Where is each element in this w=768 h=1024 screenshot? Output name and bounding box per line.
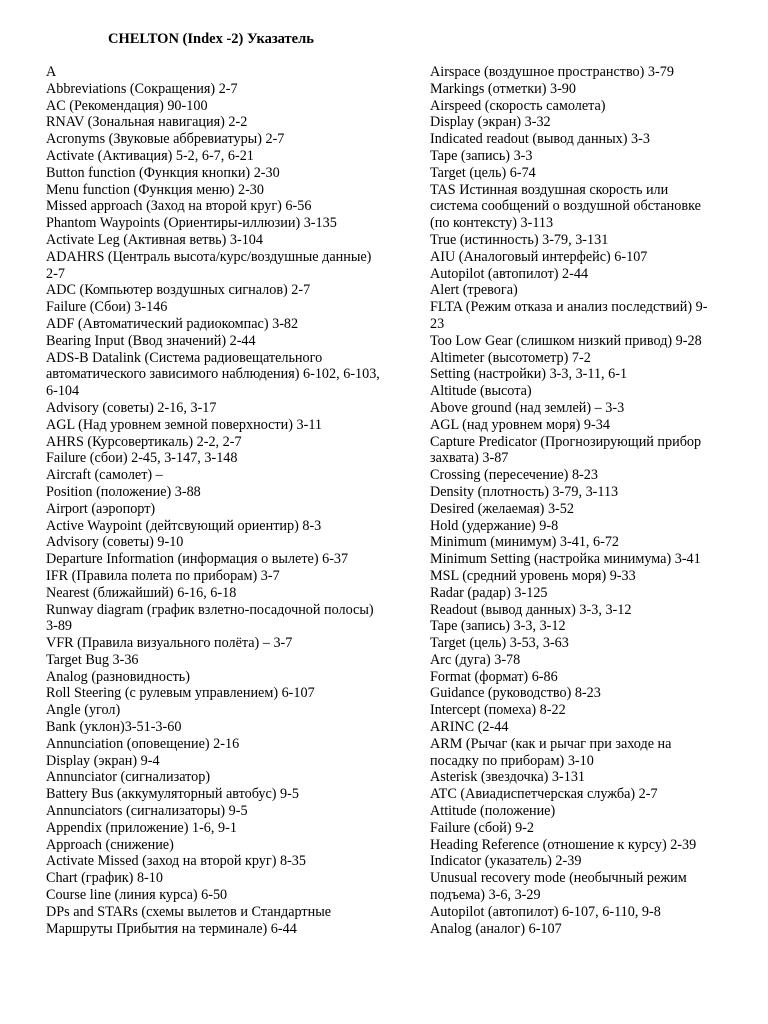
index-entry-line: Capture Predicator (Прогнозирующий прибор: [430, 433, 702, 450]
index-entry-line: Activate Missed (заход на второй круг) 8-35: [46, 853, 306, 870]
index-entry-line: Unusual recovery mode (необычный режим: [430, 870, 687, 887]
index-entry-line: True (истинность) 3-79, 3-131: [430, 231, 609, 248]
index-entry-line: Target (цель) 6-74: [430, 164, 536, 181]
index-entry-line: Annunciation (оповещение) 2-16: [46, 735, 240, 752]
index-entry-line: Target (цель) 3-53, 3-63: [430, 635, 569, 652]
index-entry-line: подъема) 3-6, 3-29: [430, 887, 541, 904]
index-entry-line: IFR (Правила полета по приборам) 3-7: [46, 567, 280, 584]
index-entry-line: Button function (Функция кнопки) 2-30: [46, 164, 280, 181]
index-entry-line: Analog (аналог) 6-107: [430, 920, 562, 937]
index-entry-line: Airport (аэропорт): [46, 500, 156, 517]
index-entry-line: Altimeter (высотометр) 7-2: [430, 349, 591, 366]
index-entry-line: Failure (Сбои) 3-146: [46, 299, 168, 316]
index-entry-line: Desired (желаемая) 3-52: [430, 500, 574, 517]
index-left-column: [46, 64, 418, 937]
index-entry-line: Indicator (указатель) 2-39: [430, 853, 582, 870]
index-entry-line: Minimum (минимум) 3-41, 6-72: [430, 534, 620, 551]
index-entry-line: FLTA (Режим отказа и анализ последствий) 9-: [430, 299, 708, 316]
index-entry-line: Crossing (пересечение) 8-23: [430, 467, 598, 484]
index-entry-line: 2-7: [46, 265, 65, 282]
index-entry-line: Analog (разновидность): [46, 668, 190, 685]
index-entry-line: Autopilot (автопилот) 6-107, 6-110, 9-8: [430, 903, 661, 920]
index-entry-line: (по контексту) 3-113: [430, 215, 554, 232]
index-entry-line: Readout (вывод данных) 3-3, 3-12: [430, 601, 632, 618]
index-entry-line: Departure Information (информация о вылете) 6-37: [46, 551, 349, 568]
index-entry-line: DPs and STARs (схемы вылетов и Стандартные: [46, 903, 332, 920]
index-entry-line: автоматического зависимого наблюдения) 6-102, 6-103,: [46, 366, 380, 383]
index-entry-line: Airspace (воздушное пространство) 3-79: [430, 64, 674, 80]
index-entry-line: Advisory (советы) 9-10: [46, 534, 184, 551]
index-entry-line: Display (экран) 3-32: [430, 114, 551, 131]
index-entry-line: AGL (над уровнем моря) 9-34: [430, 416, 610, 433]
index-entry-line: Alert (тревога): [430, 282, 518, 299]
index-entry-line: MSL (средний уровень моря) 9-33: [430, 567, 636, 584]
index-entry-line: захвата) 3-87: [430, 450, 509, 467]
index-entry-line: Failure (сбой) 9-2: [430, 819, 535, 836]
index-entry-line: AC (Рекомендация) 90-100: [46, 97, 208, 114]
index-entry-line: Annunciators (сигнализаторы) 9-5: [46, 803, 248, 820]
index-entry-line: Bank (уклон)3-51-3-60: [46, 719, 182, 736]
index-entry-line: Phantom Waypoints (Ориентиры-иллюзии) 3-135: [46, 215, 337, 232]
index-entry-line: посадку по приборам) 3-10: [430, 752, 594, 769]
index-entry-line: Battery Bus (аккумуляторный автобус) 9-5: [46, 786, 299, 803]
index-entry-line: Autopilot (автопилот) 2-44: [430, 265, 589, 282]
index-entry-line: Asterisk (звездочка) 3-131: [430, 769, 586, 786]
index-entry-line: Target Bug 3-36: [46, 651, 139, 668]
index-entry-line: Appendix (приложение) 1-6, 9-1: [46, 819, 237, 836]
index-right-column: [430, 64, 750, 937]
index-entry-line: Attitude (положение): [430, 803, 556, 820]
index-entry-line: ADF (Автоматический радиокомпас) 3-82: [46, 315, 299, 332]
index-entry-line: A: [46, 64, 57, 80]
index-entry-line: Minimum Setting (настройка минимума) 3-41: [430, 551, 701, 568]
index-entry-line: Annunciator (сигнализатор): [46, 769, 211, 786]
index-entry-line: Arc (дуга) 3-78: [430, 651, 521, 668]
index-entry-line: Too Low Gear (слишком низкий привод) 9-28: [430, 332, 702, 349]
index-entry-line: 6-104: [46, 383, 80, 400]
index-entry-line: Indicated readout (вывод данных) 3-3: [430, 131, 650, 148]
index-entry-line: Radar (радар) 3-125: [430, 584, 548, 601]
index-entry-line: TAS Истинная воздушная скорость или: [430, 181, 669, 198]
index-entry-line: ARM (Рычаг (как и рычаг при заходе на: [430, 735, 672, 752]
index-entry-line: ADC (Компьютер воздушных сигналов) 2-7: [46, 282, 311, 299]
index-entry-line: Menu function (Функция меню) 2-30: [46, 181, 264, 198]
index-entry-line: ADAHRS (Централь высота/курс/воздушные данные): [46, 248, 372, 265]
index-entry-line: Format (формат) 6-86: [430, 668, 558, 685]
index-entry-line: Activate Leg (Активная ветвь) 3-104: [46, 231, 263, 248]
index-entry-line: ATC (Авиадиспетчерская служба) 2-7: [430, 786, 658, 803]
index-entry-line: Roll Steering (с рулевым управлением) 6-107: [46, 685, 315, 702]
index-entry-line: Approach (снижение): [46, 836, 174, 853]
index-entry-line: ADS-B Datalink (Система радиовещательного: [46, 349, 323, 366]
index-entry-line: Tape (запись) 3-3, 3-12: [430, 618, 566, 635]
index-entry-line: Advisory (советы) 2-16, 3-17: [46, 399, 217, 416]
index-entry-line: RNAV (Зональная навигация) 2-2: [46, 114, 248, 131]
index-entry-line: Chart (график) 8-10: [46, 870, 163, 887]
index-entry-line: Active Waypoint (дейтсвующий ориентир) 8-3: [46, 517, 322, 534]
index-entry-line: Nearest (ближайший) 6-16, 6-18: [46, 584, 237, 601]
index-entry-line: Acronyms (Звуковые аббревиатуры) 2-7: [46, 131, 285, 148]
index-entry-line: Tape (запись) 3-3: [430, 147, 533, 164]
index-entry-line: Position (положение) 3-88: [46, 483, 201, 500]
index-entry-line: Intercept (помеха) 8-22: [430, 702, 566, 719]
index-entry-line: Маршруты Прибытия на терминале) 6-44: [46, 920, 297, 937]
index-entry-line: Bearing Input (Ввод значений) 2-44: [46, 332, 256, 349]
index-entry-line: Display (экран) 9-4: [46, 752, 160, 769]
index-entry-line: Airspeed (скорость самолета): [430, 97, 606, 114]
index-entry-line: Above ground (над землей) – 3-3: [430, 399, 625, 416]
index-entry-line: Failure (сбои) 2-45, 3-147, 3-148: [46, 450, 238, 467]
index-entry-line: AHRS (Курсовертикаль) 2-2, 2-7: [46, 433, 242, 450]
index-entry-line: Hold (удержание) 9-8: [430, 517, 559, 534]
index-entry-line: Runway diagram (график взлетно-посадочной полосы): [46, 601, 374, 618]
index-entry-line: 3-89: [46, 618, 73, 635]
page-title: CHELTON (Index -2) Указатель: [108, 31, 314, 47]
index-entry-line: AIU (Аналоговый интерфейс) 6-107: [430, 248, 648, 265]
index-entry-line: Angle (угол): [46, 702, 121, 719]
index-entry-line: Course line (линия курса) 6-50: [46, 887, 228, 904]
index-entry-line: ARINC (2-44: [430, 719, 509, 736]
index-entry-line: Markings (отметки) 3-90: [430, 80, 576, 97]
index-entry-line: Abbreviations (Сокращения) 2-7: [46, 80, 238, 97]
index-entry-line: Missed approach (Заход на второй круг) 6-56: [46, 198, 312, 215]
index-entry-line: Altitude (высота): [430, 383, 532, 400]
index-entry-line: VFR (Правила визуального полёта) – 3-7: [46, 635, 293, 652]
index-entry-line: Density (плотность) 3-79, 3-113: [430, 483, 619, 500]
index-entry-line: Guidance (руководство) 8-23: [430, 685, 601, 702]
index-entry-line: Setting (настройки) 3-3, 3-11, 6-1: [430, 366, 628, 383]
index-entry-line: Heading Reference (отношение к курсу) 2-39: [430, 836, 697, 853]
index-entry-line: Activate (Активация) 5-2, 6-7, 6-21: [46, 147, 254, 164]
index-entry-line: Aircraft (самолет) –: [46, 467, 163, 484]
index-entry-line: AGL (Над уровнем земной поверхности) 3-11: [46, 416, 322, 433]
index-entry-line: 23: [430, 315, 445, 332]
index-entry-line: система сообщений о воздушной обстановке: [430, 198, 701, 215]
